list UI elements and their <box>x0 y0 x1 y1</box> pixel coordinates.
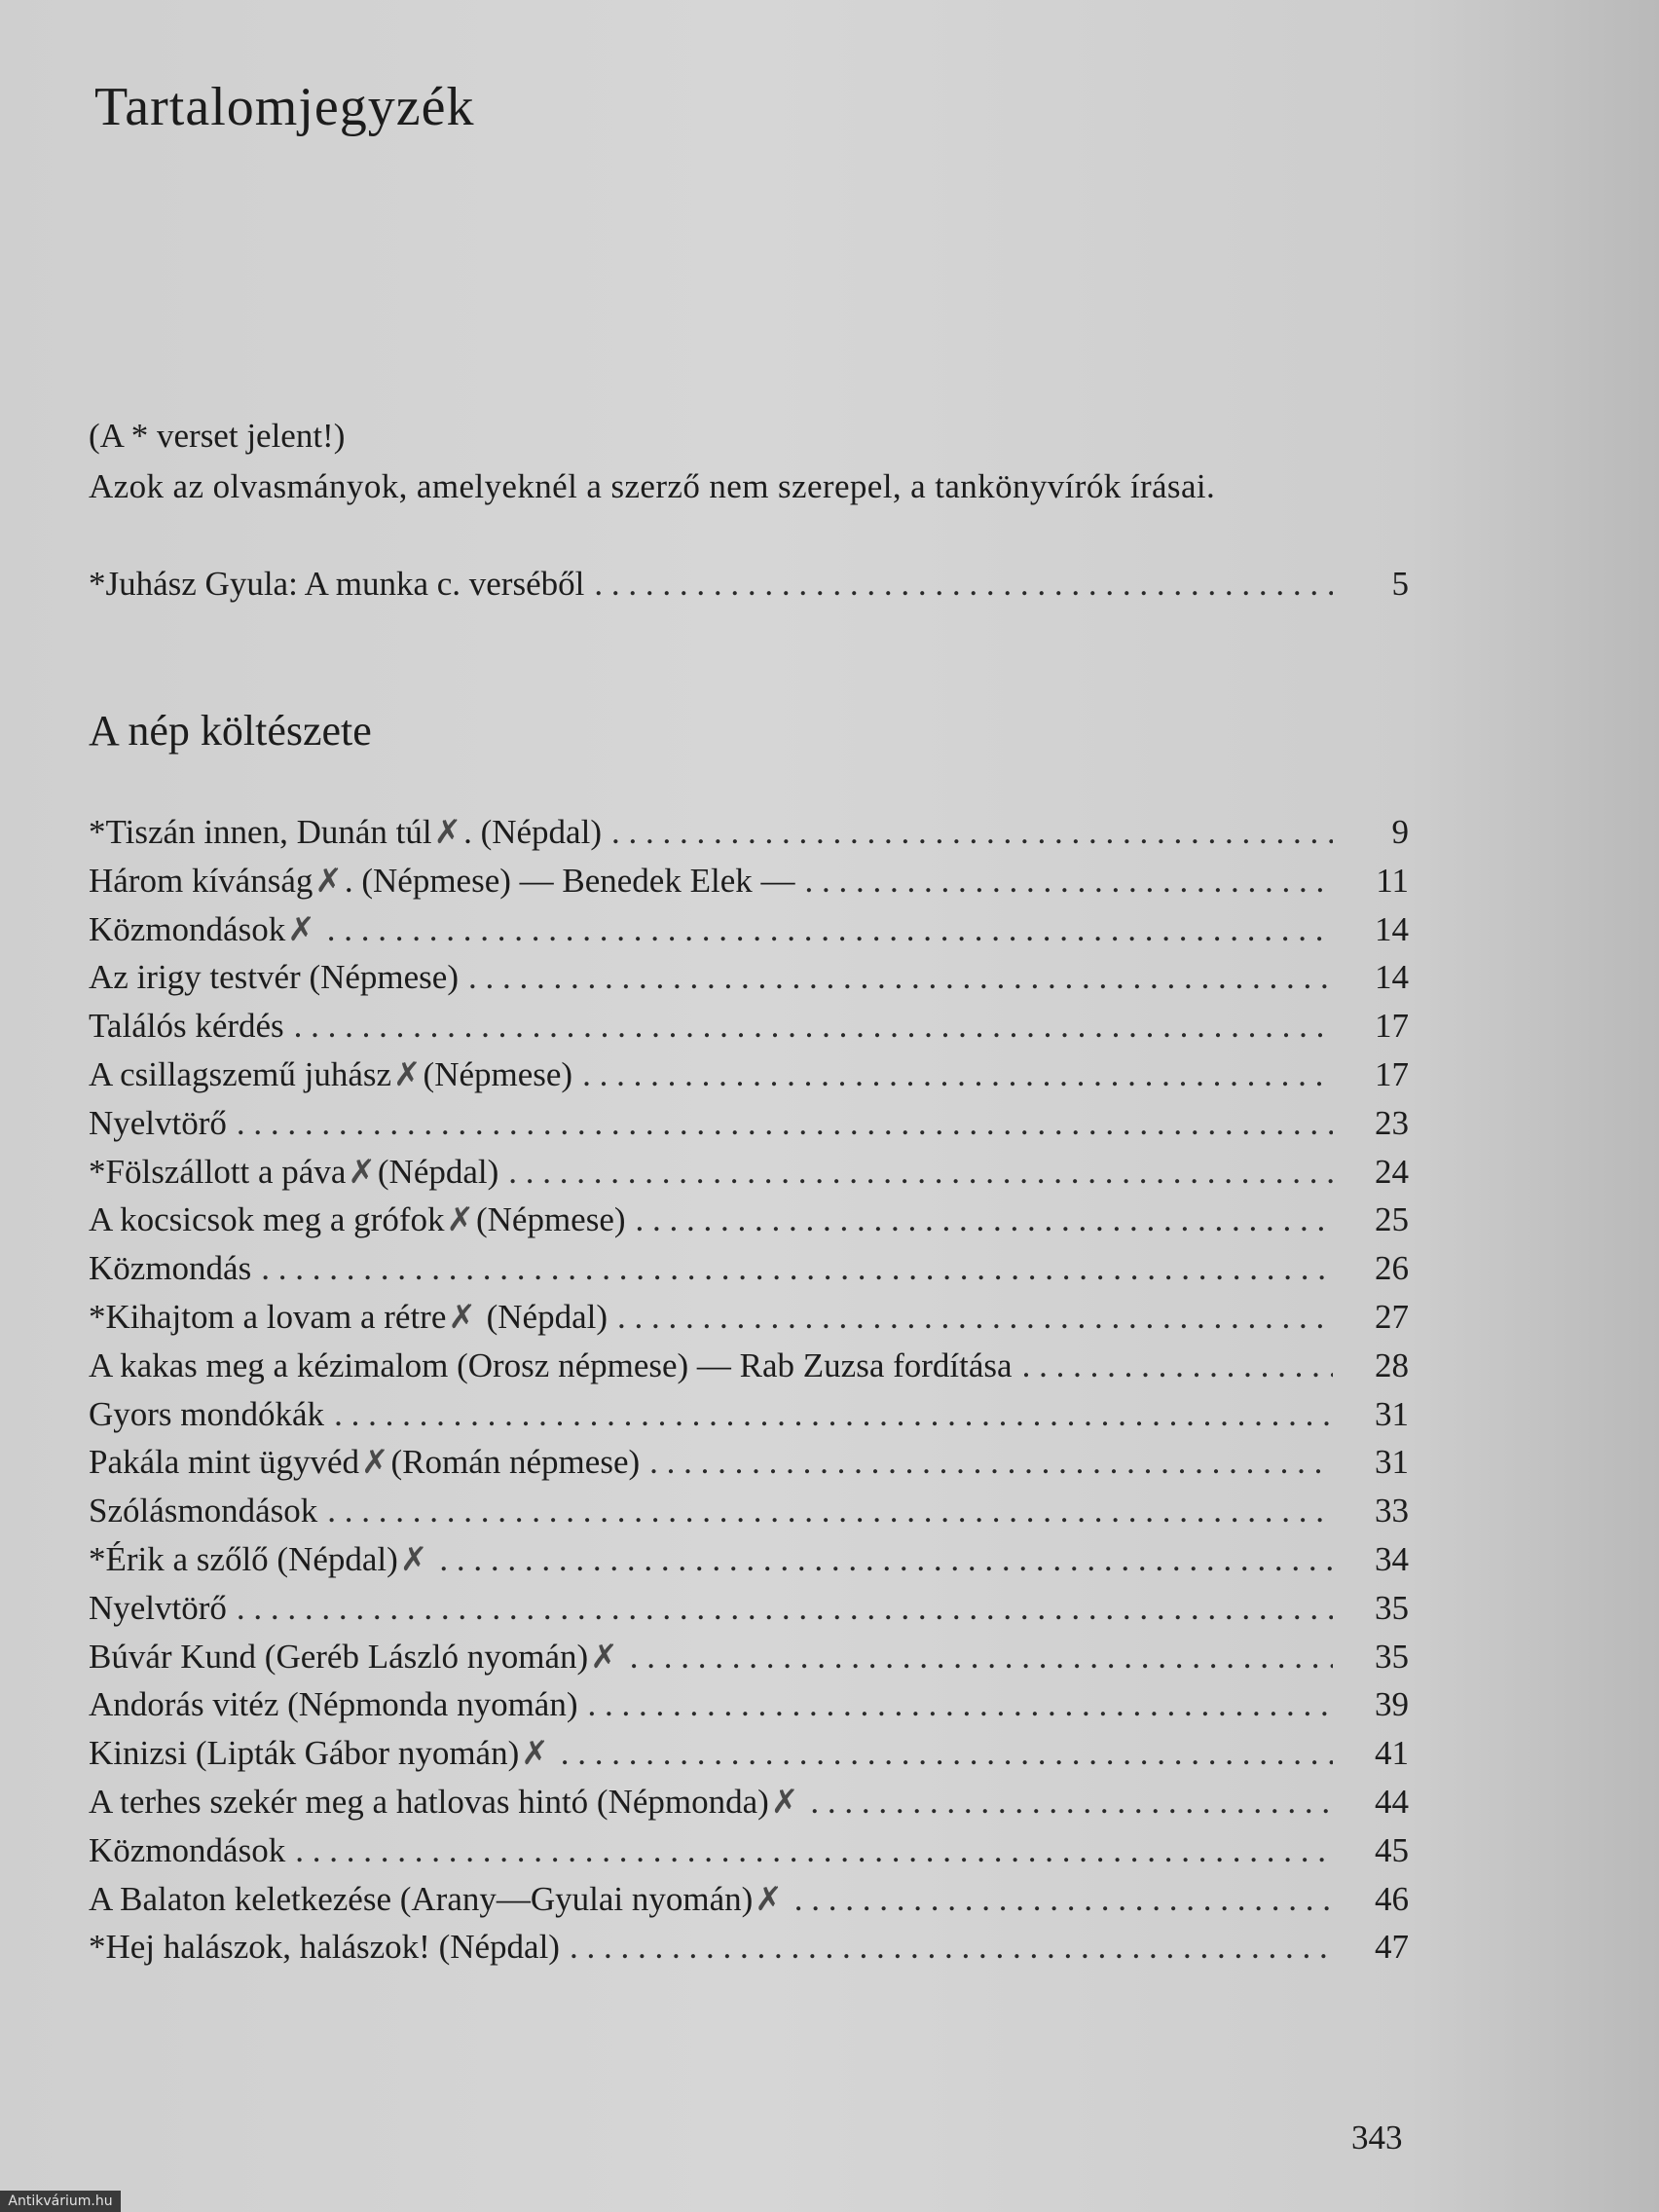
dot-leader <box>794 1880 1333 1919</box>
dot-leader <box>439 1540 1333 1579</box>
toc-entry-text: Búvár Kund (Geréb László nyomán) <box>89 1638 589 1676</box>
toc-entry <box>89 862 1409 904</box>
toc-entry-text: Gyors mondókák <box>89 1395 325 1433</box>
toc-entry <box>89 1443 1409 1486</box>
toc-entry <box>89 1249 1409 1292</box>
toc-entry-title <box>89 1880 785 1919</box>
toc-entry-text: Közmondások <box>89 910 286 948</box>
toc-entry-title <box>89 1928 560 1967</box>
toc-entry-title <box>89 1346 1013 1385</box>
toc-entry-title <box>89 1589 227 1628</box>
dot-leader <box>582 1055 1333 1094</box>
toc-entry-page: 26 <box>1375 1249 1409 1287</box>
toc-entry-title <box>89 1104 227 1143</box>
toc-entry-title <box>89 1685 578 1724</box>
toc-entry-text: Pakála mint ügyvéd <box>89 1443 360 1481</box>
legend-note: (A * verset jelent!) <box>89 417 346 455</box>
toc-entry-text: Kinizsi (Lipták Gábor nyomán) <box>89 1734 520 1772</box>
pencil-x-mark-icon: ✗ <box>590 1638 618 1677</box>
dot-leader <box>1022 1346 1333 1385</box>
toc-entry <box>89 1200 1409 1243</box>
toc-entry-page: 39 <box>1375 1685 1409 1723</box>
toc-entry-title <box>89 1007 284 1046</box>
pencil-x-mark-icon: ✗ <box>287 910 315 949</box>
toc-entry-text: A terhes szekér meg a hatlovas hintó (Népmonda) <box>89 1783 769 1821</box>
pencil-x-mark-icon: ✗ <box>448 1298 476 1337</box>
toc-entry-title <box>89 1734 551 1773</box>
toc-entry-text: Andorás vitéz (Népmonda nyomán) <box>89 1685 578 1723</box>
pencil-x-mark-icon: ✗ <box>393 1055 422 1094</box>
toc-entry <box>89 1734 1409 1777</box>
toc-entry-subtext: . (Népdal) <box>463 813 602 851</box>
toc-entry-page: 35 <box>1375 1589 1409 1627</box>
toc-entry-text: Közmondások <box>89 1831 286 1869</box>
toc-entry-title <box>89 1298 608 1337</box>
dot-leader <box>588 1685 1334 1724</box>
toc-entry-text: A kocsicsok meg a grófok <box>89 1200 445 1238</box>
toc-entry <box>89 1395 1409 1438</box>
toc-entry-title <box>89 1492 317 1530</box>
dot-leader <box>327 910 1333 949</box>
toc-entry-page: 14 <box>1375 910 1409 948</box>
toc-entry-page: 24 <box>1375 1153 1409 1191</box>
toc-entry <box>89 1055 1409 1098</box>
page-title: Tartalomjegyzék <box>94 77 475 137</box>
dot-leader <box>611 813 1333 852</box>
toc-entry-title <box>89 958 459 997</box>
toc-entry <box>89 813 1409 856</box>
toc-entry-intro <box>89 565 1409 608</box>
dot-leader <box>810 1783 1333 1822</box>
dot-leader <box>237 1104 1333 1143</box>
toc-entry-page: 47 <box>1375 1928 1409 1966</box>
dot-leader <box>294 1007 1333 1046</box>
toc-entry-title <box>89 910 317 949</box>
dot-leader <box>327 1492 1333 1530</box>
toc-entry-title <box>89 1638 620 1677</box>
toc-entry-text: Közmondás <box>89 1249 252 1287</box>
section-heading: A nép költészete <box>89 707 372 755</box>
toc-entry-subtext: (Román népmese) <box>390 1443 641 1481</box>
toc-entry-page: 27 <box>1375 1298 1409 1336</box>
toc-entry-page: 46 <box>1375 1880 1409 1918</box>
toc-entry <box>89 1153 1409 1196</box>
toc-entry-title <box>89 1443 640 1482</box>
dot-leader <box>617 1298 1333 1337</box>
toc-entry-page: 45 <box>1375 1831 1409 1869</box>
toc-entry-page: 23 <box>1375 1104 1409 1142</box>
toc-entry-text: *Kihajtom a lovam a rétre <box>89 1298 447 1336</box>
toc-entry <box>89 1104 1409 1147</box>
toc-entry-title <box>89 862 794 901</box>
toc-entry-page: 14 <box>1375 958 1409 996</box>
dot-leader <box>570 1928 1333 1967</box>
pencil-x-mark-icon: ✗ <box>755 1880 783 1919</box>
toc-entry-title <box>89 813 602 852</box>
dot-leader <box>468 958 1333 997</box>
dot-leader <box>261 1249 1333 1288</box>
pencil-x-mark-icon: ✗ <box>446 1200 474 1239</box>
toc-entry-text: *Fölszállott a páva <box>89 1153 347 1191</box>
toc-entry <box>89 1638 1409 1680</box>
toc-entry-page: 5 <box>1391 565 1409 603</box>
toc-entry-title <box>89 1200 626 1239</box>
toc-entry <box>89 1540 1409 1583</box>
toc-entry <box>89 1928 1409 1971</box>
toc-entry-page: 41 <box>1375 1734 1409 1772</box>
toc-entry <box>89 910 1409 953</box>
toc-entry-text: Az irigy testvér (Népmese) <box>89 958 459 996</box>
toc-entry-page: 25 <box>1375 1200 1409 1238</box>
dot-leader <box>804 862 1333 901</box>
pencil-x-mark-icon: ✗ <box>348 1153 376 1192</box>
pencil-x-mark-icon: ✗ <box>399 1540 428 1579</box>
toc-entry-page: 31 <box>1375 1395 1409 1433</box>
authorship-note: Azok az olvasmányok, amelyeknél a szerző nem szerepel, a tankönyvírók írásai. <box>89 467 1216 505</box>
pencil-x-mark-icon: ✗ <box>521 1734 549 1773</box>
toc-entry-title <box>89 1783 800 1822</box>
toc-entry-text: Szólásmondások <box>89 1492 318 1530</box>
dot-leader <box>295 1831 1333 1870</box>
toc-entry-page: 17 <box>1375 1055 1409 1093</box>
toc-entry-title: *Juhász Gyula: A munka c. verséből <box>89 565 585 603</box>
dot-leader <box>237 1589 1333 1628</box>
toc-entry-page: 31 <box>1375 1443 1409 1481</box>
dot-leader <box>334 1395 1333 1434</box>
toc-entry-text: A kakas meg a kézimalom (Orosz népmese) — Rab Zuzsa fordítása <box>89 1346 1013 1384</box>
dot-leader <box>508 1153 1333 1192</box>
toc-entry-text: Nyelvtörő <box>89 1589 227 1627</box>
toc-entry-page: 44 <box>1375 1783 1409 1821</box>
toc-entry-subtext: (Népdal) <box>377 1153 499 1191</box>
toc-entry-subtext: (Népmese) <box>423 1055 573 1093</box>
dot-leader <box>561 1734 1333 1773</box>
pencil-x-mark-icon: ✗ <box>433 813 462 852</box>
toc-entry-text: Találós kérdés <box>89 1007 284 1045</box>
toc-entry-subtext: (Népdal) <box>477 1298 608 1336</box>
toc-entry-text: *Tiszán innen, Dunán túl <box>89 813 432 851</box>
pencil-x-mark-icon: ✗ <box>314 862 343 901</box>
toc-entry <box>89 1880 1409 1923</box>
dot-leader <box>636 1200 1333 1239</box>
toc-entry-subtext: . (Népmese) — Benedek Elek — <box>344 862 795 900</box>
dot-leader <box>594 565 1333 604</box>
toc-entry <box>89 958 1409 1001</box>
toc-entry <box>89 1346 1409 1389</box>
pencil-x-mark-icon: ✗ <box>361 1443 389 1482</box>
toc-entry-text: Nyelvtörő <box>89 1104 227 1142</box>
toc-entry-text: A csillagszemű juhász <box>89 1055 392 1093</box>
toc-entry-page: 17 <box>1375 1007 1409 1045</box>
dot-leader <box>630 1638 1333 1677</box>
toc-entry-text: A Balaton keletkezése (Arany—Gyulai nyomán) <box>89 1880 754 1918</box>
watermark: Antikvárium.hu <box>0 2191 121 2212</box>
toc-entry <box>89 1589 1409 1632</box>
toc-entry-title <box>89 1153 498 1192</box>
toc-entry-title <box>89 1395 324 1434</box>
toc-entry-page: 11 <box>1376 862 1409 900</box>
toc-entry-title <box>89 1831 285 1870</box>
pencil-x-mark-icon: ✗ <box>770 1783 799 1822</box>
toc-entry <box>89 1298 1409 1341</box>
toc-entry-page: 35 <box>1375 1638 1409 1676</box>
toc-entry <box>89 1783 1409 1825</box>
toc-entry-page: 28 <box>1375 1346 1409 1384</box>
toc-entry <box>89 1492 1409 1534</box>
toc-entry-page: 34 <box>1375 1540 1409 1578</box>
toc-entry-page: 9 <box>1391 813 1409 851</box>
toc-entry-title <box>89 1249 251 1288</box>
toc-entry <box>89 1007 1409 1050</box>
toc-entry <box>89 1831 1409 1874</box>
dot-leader <box>649 1443 1333 1482</box>
page-number: 343 <box>1351 2119 1403 2157</box>
toc-entry-title <box>89 1540 429 1579</box>
toc-entry-text: Három kívánság <box>89 862 313 900</box>
toc-entry <box>89 1685 1409 1728</box>
toc-entry-page: 33 <box>1375 1492 1409 1530</box>
toc-entry-title <box>89 1055 572 1094</box>
toc-entry-subtext: (Népmese) <box>475 1200 626 1238</box>
toc-entry-text: *Érik a szőlő (Népdal) <box>89 1540 398 1578</box>
toc-entry-text: *Hej halászok, halászok! (Népdal) <box>89 1928 560 1966</box>
